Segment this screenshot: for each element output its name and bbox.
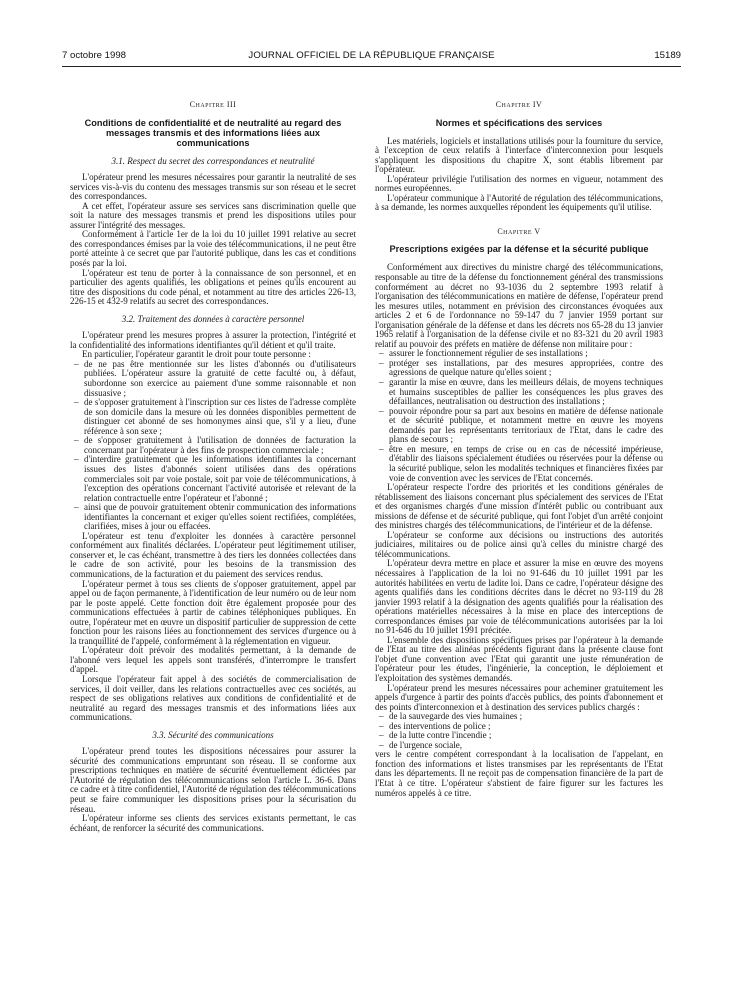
paragraph: L'opérateur prend toutes les dispositions nécessaires pour assurer la sécurité des communications empruntant son réseau. Il se conforme aux prescriptions techniques en matière de sécurité éventuellement édictées par l'Autorité de régulation des télécommunications selon l'article L. 36-6. Dans ce cadre et à titre confidentiel, l'Autorité de régulation des télécommunications peut se faire communiquer les dispositions prises pour la sécurisation du réseau. bbox=[70, 746, 356, 814]
list-item: – pouvoir répondre pour sa part aux besoins en matière de défense nationale et de sécurité publique, et notamment mettre en œuvre les moyens demandés par les représentants territoriaux de l'Etat, dans le cadre des plans de secours ; bbox=[389, 407, 663, 445]
section-3-3-heading: 3.3. Sécurité des communications bbox=[152, 729, 274, 740]
left-column bbox=[70, 100, 356, 833]
list-item: – de l'urgence sociale, bbox=[389, 741, 663, 751]
chapter-3-heading: Chapitre III bbox=[189, 100, 237, 109]
paragraph: L'opérateur est tenu de porter à la connaissance de son personnel, et en particulier des agents qualifiés, les obligations et peines qu'ils encourent au titre des dispositions du code pénal, et notamment au titre des articles 226-13, 226-15 et 432-9 relatifs au secret des correspondances. bbox=[70, 267, 356, 307]
paragraph: L'ensemble des dispositions spécifiques prises par l'opérateur à la demande de l'Etat au titre des alinéas précédents figurant dans la présente clause font l'objet d'une convention avec l'Etat qui garantit une juste rémunération de l'opérateur pour les études, l'ingénierie, la conception, le déploiement et l'exploitation des systèmes demandés. bbox=[375, 634, 663, 683]
list-item: – de s'opposer gratuitement à l'utilisation de données de facturation la concernant par l'opérateur à des fins de prospection commerciale ; bbox=[84, 436, 356, 455]
paragraph: L'opérateur devra mettre en place et assurer la mise en œuvre des moyens nécessaires à l'application de la loi no 91-646 du 10 juillet 1991 par les autorités habilitées en vertu de ladite loi. Dans ce cadre, l'opérateur désigne des agents qualifiés dans les conditions décrites dans le décret no 93-119 du 28 janvier 1993 relatif à la désignation des agents qualifiés pour la réalisation des opérations matérielles nécessaires à la mise en place des interceptions de correspondances émises par voie de télécommunications autorisées par la loi no 91-646 du 10 juillet 1991 précitée. bbox=[375, 558, 663, 636]
paragraph: L'opérateur prend les mesures nécessaires pour acheminer gratuitement les appels d'urgence à partir des points d'accès publics, des points d'abonnement et des points d'interconnexion et à destination des services publics chargés : bbox=[375, 682, 663, 712]
section-3-1-heading: 3.1. Respect du secret des correspondances et neutralité bbox=[111, 155, 315, 166]
page-header bbox=[62, 48, 681, 67]
list-item: – de s'opposer gratuitement à l'inscription sur ces listes de l'adresse complète de son domicile dans la mesure où les données disponibles permettent de distinguer cet abonné de ses homonymes ainsi que, s'il y a lieu, d'une référence à son sexe ; bbox=[84, 398, 356, 436]
paragraph: A cet effet, l'opérateur assure ses services sans discrimination quelle que soit la nature des messages transmis et prend les dispositions utiles pour assurer l'intégrité des messages. bbox=[70, 200, 356, 230]
paragraph: L'opérateur respecte l'ordre des priorités et les conditions générales de rétablissement des liaisons concernant plus spécialement des services de l'Etat et des organismes chargés d'une mission d'intérêt public ou contribuant aux missions de défense et de sécurité publique, qui font l'objet d'un arrêté conjoint des ministres chargés des télécommunications, de l'intérieur et de la défense. bbox=[375, 482, 663, 531]
paragraph: En particulier, l'opérateur garantit le droit pour toute personne : bbox=[82, 349, 311, 360]
paragraph: L'opérateur communique à l'Autorité de régulation des télécommunications, à sa demande, les normes auxquelles répondent les équipements qu'il utilise. bbox=[375, 192, 663, 213]
paragraph: Conformément aux directives du ministre chargé des télécommunications, responsable au titre de la défense du fonctionnement général des transmissions conformément au décret no 93-1036 du 2 septembre 1993 relatif à l'organisation des télécommunications en matière de défense, l'opérateur prend les mesures utiles, notamment en prévision des circonstances évoquées aux articles 2 et 6 de l'ordonnance no 59-147 du 7 janvier 1959 portant sur l'organisation générale de la défense et dans les décrets nos 65-28 du 13 janvier 1965 relatif à l'organisation de la défense civile et no 83-321 du 20 avril 1983 relatif au pouvoir des préfets en matière de défense non militaire pour : bbox=[375, 262, 663, 349]
list-item: – assurer le fonctionnement régulier de ses installations ; bbox=[389, 349, 663, 359]
chapter-3-title: Conditions de confidentialité et de neutralité au regard des messages transmis et des informations liées aux communications bbox=[84, 117, 342, 148]
section-3-2-heading: 3.2. Traitement des données à caractère personnel bbox=[121, 313, 305, 324]
paragraph: L'opérateur prend les mesures propres à assurer la protection, l'intégrité et la confidentialité des informations identifiantes qu'il détient et qu'il traite. bbox=[70, 330, 356, 350]
list-item: – de la sauvegarde des vies humaines ; bbox=[389, 712, 663, 722]
paragraph: L'opérateur est tenu d'exploiter les données à caractère personnel conformément aux finalités déclarées. L'opérateur peut légitimement utiliser, conserver et, le cas échéant, transmettre à des tiers les données collectées dans le cadre de son activité, pour les besoins de la transmission des communications, de la facturation et du paiement des services rendus. bbox=[70, 530, 356, 579]
emergency-services-list bbox=[375, 712, 663, 750]
paragraph: L'opérateur privilégie l'utilisation des normes en vigueur, notamment des normes européennes. bbox=[375, 173, 663, 194]
list-item: – être en mesure, en temps de crise ou en cas de nécessité impérieuse, d'établir des liaisons spécialement étudiées ou réservées pour la défense ou la sécurité publique, selon les modalités techniques et financières fixées par voie de convention avec les services de l'Etat concernés. bbox=[389, 445, 663, 483]
chapter-4-title: Normes et spécifications des services bbox=[435, 117, 603, 128]
journal-title: JOURNAL OFFICIEL DE LA RÉPUBLIQUE FRANÇAISE bbox=[248, 50, 495, 61]
paragraph: Lorsque l'opérateur fait appel à des sociétés de commercialisation de services, il doit veiller, dans les relations contractuelles avec ces sociétés, au respect de ses obligations relatives aux conditions de confidentialité et de neutralité au regard des messages transmis et des informations liées aux communications. bbox=[70, 673, 356, 723]
paragraph: L'opérateur doit prévoir des modalités permettant, à la demande de l'abonné vers lequel les appels sont transférés, d'interrompre le transfert d'appel. bbox=[70, 645, 356, 675]
paragraph: L'opérateur prend les mesures nécessaires pour garantir la neutralité de ses services vis-à-vis du contenu des messages transmis sur son réseau et le secret des correspondances. bbox=[70, 172, 356, 202]
list-item: – de ne pas être mentionnée sur les listes d'abonnés ou d'utilisateurs publiées. L'opérateur assure la gratuité de cette faculté ou, à défaut, subordonne son exercice au paiement d'une somme raisonnable et non dissuasive ; bbox=[84, 360, 356, 398]
list-item: – des interventions de police ; bbox=[389, 722, 663, 732]
chapter-4-heading: Chapitre IV bbox=[495, 100, 543, 109]
paragraph: L'opérateur informe ses clients des services existants permettant, le cas échéant, de renforcer la sécurité des communications. bbox=[70, 813, 356, 833]
chapter-5-heading: Chapitre V bbox=[497, 226, 541, 236]
header-date: 7 octobre 1998 bbox=[62, 50, 127, 61]
page-number: 15189 bbox=[654, 50, 681, 61]
paragraph: Les matériels, logiciels et installations utilisés pour la fourniture du service, à l'exception de ceux relatifs à l'interface d'interconnexion pour lesquels s'appliquent les dispositions du chapitre X, sont établis librement par l'opérateur. bbox=[375, 135, 663, 175]
paragraph: Conformément à l'article 1er de la loi du 10 juillet 1991 relative au secret des correspondances émises par la voie des télécommunications, il ne peut être porté atteinte à ce secret que par l'autorité publique, dans les cas et conditions posés par la loi. bbox=[70, 229, 356, 269]
list-item: – d'interdire gratuitement que les informations identifiantes la concernant issues des listes d'abonnés soient utilisées dans des opérations commerciales soit par voie postale, soit par voie de télécommunications, à l'exception des opérations concernant l'activité autorisée et relevant de la relation contractuelle entre l'opérateur et l'abonné ; bbox=[84, 455, 356, 503]
chapter-5-title: Prescriptions exigées par la défense et la sécurité publique bbox=[389, 244, 649, 255]
paragraph: vers le centre compétent correspondant à la localisation de l'appelant, en fonction des informations et listes transmises par les représentants de l'Etat dans les départements. Il ne reçoit pas de compensation financière de la part de l'Etat à ce titre. L'opérateur s'abstient de faire figurer sur les factures les numéros appelés à ce titre. bbox=[375, 749, 663, 798]
paragraph: L'opérateur se conforme aux décisions ou instructions des autorités judiciaires, militaires ou de police ainsi qu'à celles du ministre chargé des télécommunications. bbox=[375, 529, 663, 559]
rights-list bbox=[70, 360, 356, 532]
right-column bbox=[375, 100, 663, 798]
list-item: – ainsi que de pouvoir gratuitement obtenir communication des informations identifiantes la concernant et exiger qu'elles soient rectifiées, complétées, clarifiées, mises à jour ou effacées. bbox=[84, 503, 356, 532]
defense-list bbox=[375, 349, 663, 483]
list-item: – garantir la mise en œuvre, dans les meilleurs délais, de moyens techniques et humains susceptibles de pallier les conséquences les plus graves des défaillances, neutralisation ou destruction des installations ; bbox=[389, 378, 663, 407]
list-item: – protéger ses installations, par des mesures appropriées, contre des agressions de quelque nature qu'elles soient ; bbox=[389, 359, 663, 378]
list-item: – de la lutte contre l'incendie ; bbox=[389, 731, 663, 741]
paragraph: L'opérateur permet à tous ses clients de s'opposer gratuitement, appel par appel ou de façon permanente, à l'identification de leur numéro ou de leur nom par le poste appelé. Cette fonction doit être également proposée pour des communications effectuées à partir de cabines téléphoniques publiques. En outre, l'opérateur met en œuvre un dispositif particulier de suppression de cette fonction pour les raisons liées au fonctionnement des services d'urgence ou à la tranquillité de l'appelé, conformément à la réglementation en vigueur. bbox=[70, 578, 356, 646]
